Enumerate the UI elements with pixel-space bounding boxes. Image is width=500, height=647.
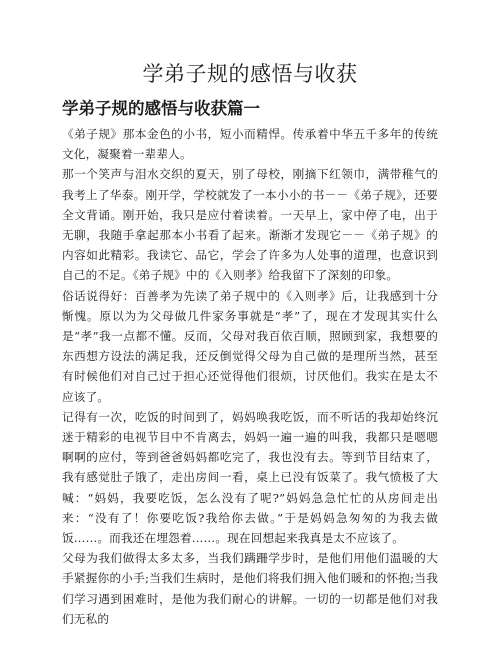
document-title: 学弟子规的感悟与收获 bbox=[142, 62, 358, 86]
paragraph-summer: 那一个笑声与泪水交织的夏天，别了母校，刚摘下红领巾，满带稚气的我考上了华泰。刚开学，学校就发了一本小小的书－－《弟子规》，还要全文背诵。刚开始，我只是应付着读着。一天早上，家中停了电，出于无聊，我随手拿起那本小书看了起来。渐渐才发现它－－《弟子规》的内容如此精彩。我读它、品它，学会了许多为人处事的道理，也意识到自己的不足。《弟子规》中的《入则孝》给我留下了深刻的印象。 bbox=[62, 167, 438, 283]
paragraph-intro: 《弟子规》那本金色的小书，短小而精悍。传承着中华五千多年的传统文化，凝聚着一辈辈人。 bbox=[62, 127, 438, 162]
paragraph-parents: 父母为我们做得太多太多，当我们蹒跚学步时，是他们用他们温暖的大手紧握你的小手;当我们生病时，是他们将我们拥入他们暖和的怀抱;当我们学习遇到困难时，是他为我们耐心的讲解。一切的一切都是他们对我们无私的 bbox=[62, 551, 438, 626]
paragraph-filial-piety: 俗话说得好：百善孝为先读了弟子规中的《入则孝》后，让我感到十分惭愧。原以为为父母做几件家务事就是“孝”了，现在才发现其实什么是“孝”我一点都不懂。反而，父母对我百依百顺，照顾到家，我想要的东西想方设法的满足我，还反倒觉得父母为自己做的是理所当然，甚至有时候他们对自己过于担心还觉得他们很烦，讨厌他们。我实在是太不应该了。 bbox=[62, 288, 438, 404]
paragraph-dinner-story: 记得有一次，吃饭的时间到了，妈妈唤我吃饭，而不听话的我却始终沉迷于精彩的电视节目中不肯离去，妈妈一遍一遍的叫我，我都只是嗯嗯啊啊的应付，等到爸爸妈妈都吃完了，我也没有去。等到节目结束了，我有感觉肚子饿了，走出房间一看，桌上已没有饭菜了。我气愤极了大喊：“妈妈，我要吃饭，怎么没有了呢?”妈妈急急忙忙的从房间走出来：“没有了！你要吃饭?我给你去做。”于是妈妈急匆匆的为我去做饭……。而我还在埋怨着……。现在回想起来我真是太不应该了。 bbox=[62, 409, 438, 546]
section-heading: 学弟子规的感悟与收获篇一 bbox=[62, 99, 260, 118]
